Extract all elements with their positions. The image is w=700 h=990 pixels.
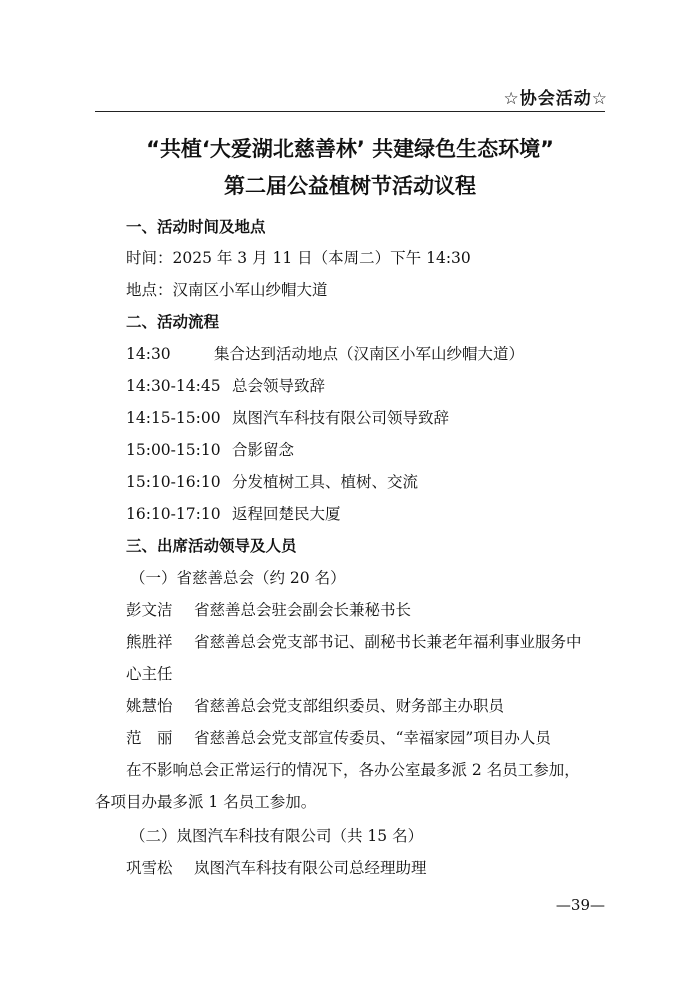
attendee-row (126, 856, 427, 878)
schedule-row (126, 406, 449, 428)
attendee-role: 省慈善总会党支部组织委员、财务部主办职员 (194, 697, 505, 715)
schedule-time: 15:10-16:10 (126, 473, 221, 491)
attendee-role: 省慈善总会党支部书记、副秘书长兼老年福利事业服务中 (194, 633, 582, 651)
attendee-row (126, 726, 551, 748)
title-line-1: “共植‘大爱湖北慈善林’ 共建绿色生态环境” (146, 137, 554, 161)
section-2-heading: 二、活动流程 (126, 313, 220, 331)
group-1-note-cont: 各项目办最多派 1 名员工参加。 (95, 793, 317, 811)
schedule-time: 14:30 (126, 345, 171, 363)
attendee-row (126, 630, 582, 652)
group-2-title: （二）岚图汽车科技有限公司（共 15 名） (130, 827, 424, 845)
attendee-row (126, 598, 411, 620)
schedule-row (126, 438, 294, 460)
attendee-role: 岚图汽车科技有限公司总经理助理 (194, 859, 427, 877)
attendee-name: 彭文洁 (126, 601, 173, 619)
header-divider (95, 111, 605, 112)
attendee-name: 姚慧怡 (126, 697, 173, 715)
schedule-item: 集合达到活动地点（汉南区小军山纱帽大道） (214, 345, 525, 363)
event-time: 时间：2025 年 3 月 11 日（本周二）下午 14:30 (126, 249, 471, 267)
attendee-role: 省慈善总会党支部宣传委员、“幸福家园”项目办人员 (194, 729, 551, 747)
schedule-row (126, 342, 524, 364)
schedule-time: 14:15-15:00 (126, 409, 221, 427)
group-1-note: 在不影响总会正常运行的情况下，各办公室最多派 2 名员工参加， (126, 761, 580, 779)
attendee-role: 省慈善总会驻会副会长兼秘书长 (194, 601, 412, 619)
attendee-name: 范 丽 (126, 729, 173, 747)
section-label: ☆协会活动☆ (503, 89, 608, 109)
schedule-item: 分发植树工具、植树、交流 (232, 473, 419, 491)
section-3-heading: 三、出席活动领导及人员 (126, 537, 297, 555)
section-1-heading: 一、活动时间及地点 (126, 218, 266, 236)
schedule-time: 16:10-17:10 (126, 505, 221, 523)
attendee-name: 巩雪松 (126, 859, 173, 877)
schedule-row (126, 470, 418, 492)
schedule-item: 合影留念 (232, 441, 295, 459)
schedule-row (126, 502, 341, 524)
attendee-row (126, 694, 504, 716)
title-line-2: 第二届公益植树节活动议程 (224, 174, 476, 198)
schedule-time: 15:00-15:10 (126, 441, 221, 459)
schedule-item: 总会领导致辞 (232, 377, 326, 395)
page-number: —39— (555, 896, 605, 914)
schedule-row (126, 374, 325, 396)
schedule-item: 岚图汽车科技有限公司领导致辞 (232, 409, 450, 427)
attendee-name: 熊胜祥 (126, 633, 173, 651)
schedule-time: 14:30-14:45 (126, 377, 221, 395)
group-1-title: （一）省慈善总会（约 20 名） (130, 569, 346, 587)
event-place: 地点：汉南区小军山纱帽大道 (126, 281, 328, 299)
schedule-item: 返程回楚民大厦 (232, 505, 341, 523)
attendee-role-wrap: 心主任 (126, 665, 173, 683)
